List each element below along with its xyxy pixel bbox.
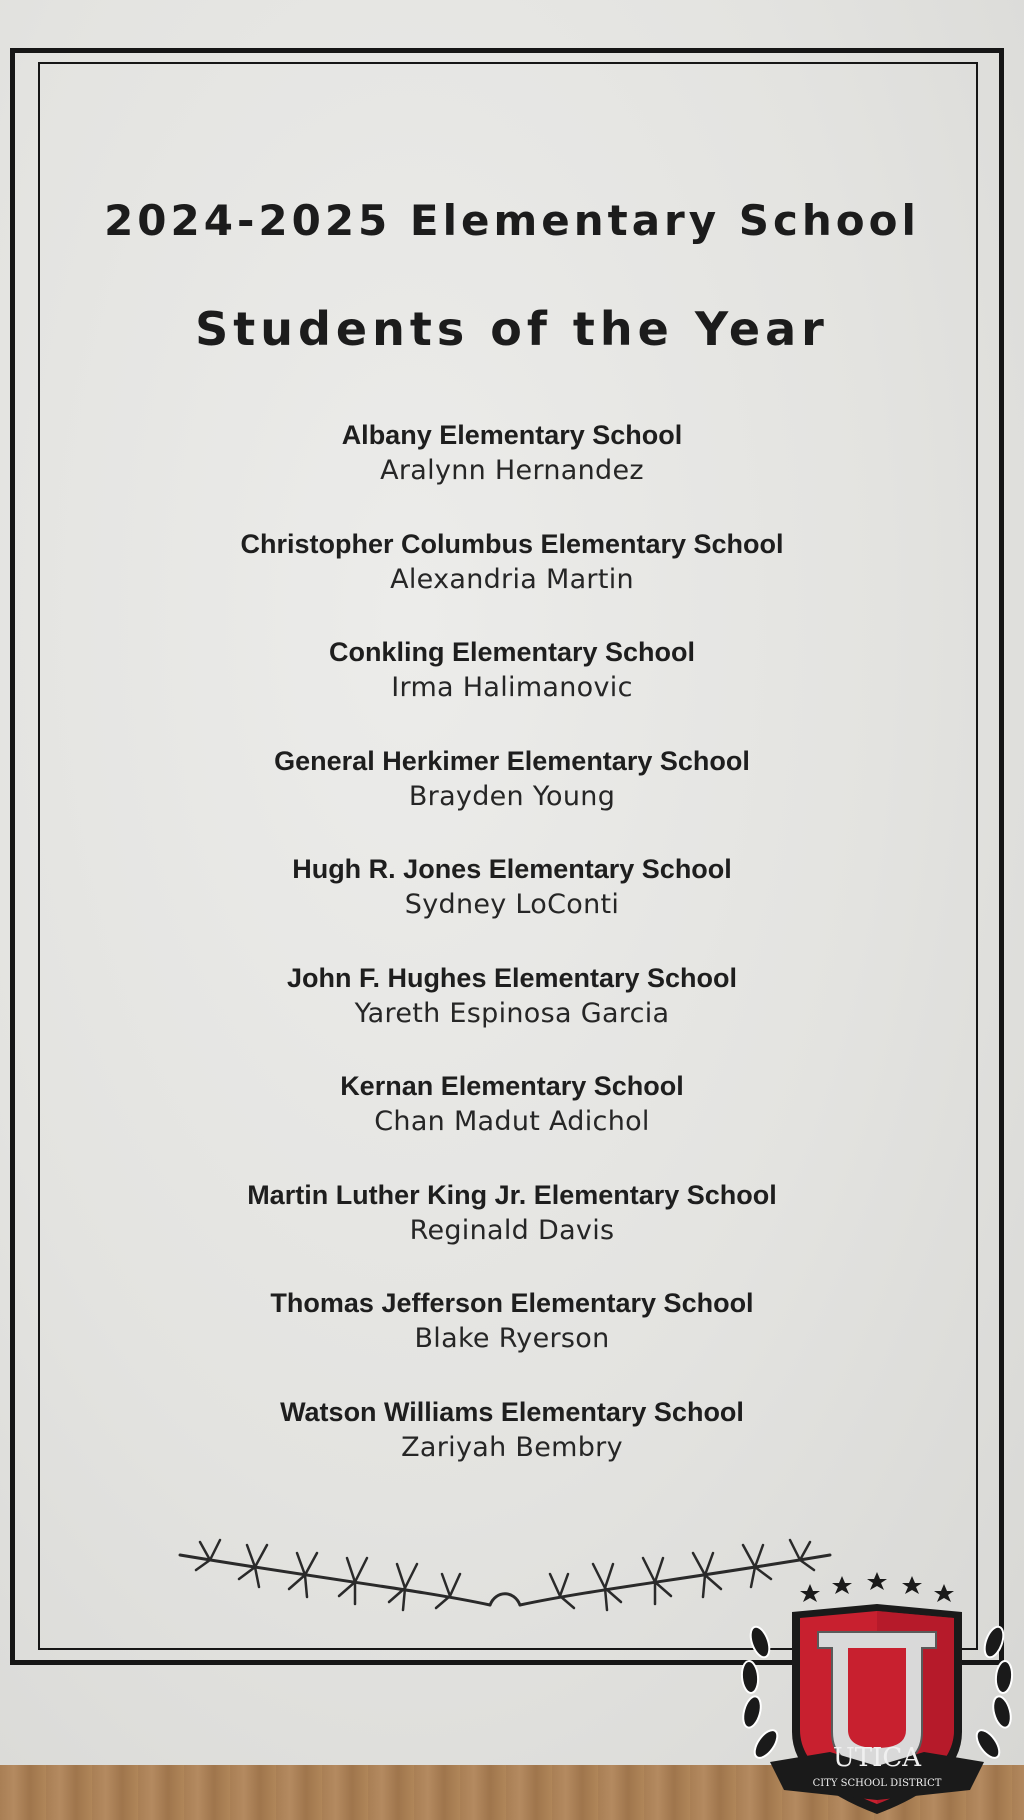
- student-name: Brayden Young: [408, 780, 616, 812]
- list-item: [0, 418, 1024, 527]
- school-name: Martin Luther King Jr. Elementary School: [247, 1179, 777, 1210]
- school-name: Thomas Jefferson Elementary School: [270, 1288, 754, 1318]
- page-title: 2024-2025 Elementary School: [104, 196, 920, 245]
- list-item: [0, 527, 1024, 636]
- school-name: Watson Williams Elementary School: [280, 1396, 744, 1427]
- list-item: [0, 635, 1024, 744]
- list-item: [0, 744, 1024, 853]
- logo-wordmark: UTICA: [832, 1743, 922, 1773]
- student-name: Reginald Davis: [409, 1214, 615, 1246]
- list-item: [0, 852, 1024, 961]
- school-name: General Herkimer Elementary School: [274, 745, 750, 776]
- student-name: Sydney LoConti: [404, 889, 620, 920]
- awards-list: [0, 418, 1024, 1503]
- student-name: Chan Madut Adichol: [374, 1106, 650, 1137]
- logo-subtitle: CITY SCHOOL DISTRICT: [812, 1778, 942, 1789]
- school-name: Hugh R. Jones Elementary School: [292, 854, 732, 884]
- list-item: [0, 1069, 1024, 1178]
- school-name: Kernan Elementary School: [340, 1071, 684, 1101]
- list-item: [0, 1395, 1024, 1504]
- school-name: John F. Hughes Elementary School: [286, 962, 738, 993]
- student-name: Aralynn Hernandez: [380, 455, 644, 486]
- school-name: Albany Elementary School: [341, 420, 683, 450]
- list-item: [0, 1286, 1024, 1395]
- student-name: Yareth Espinosa Garcia: [354, 997, 670, 1029]
- utica-district-logo: [730, 1562, 1024, 1820]
- student-name: Irma Halimanovic: [391, 672, 633, 703]
- student-name: Alexandria Martin: [390, 563, 634, 595]
- student-name: Zariyah Bembry: [401, 1431, 623, 1463]
- student-name: Blake Ryerson: [414, 1323, 610, 1354]
- school-name: Christopher Columbus Elementary School: [240, 528, 784, 559]
- page-subtitle: Students of the Year: [195, 302, 829, 356]
- list-item: [0, 961, 1024, 1070]
- list-item: [0, 1178, 1024, 1287]
- school-name: Conkling Elementary School: [328, 637, 696, 667]
